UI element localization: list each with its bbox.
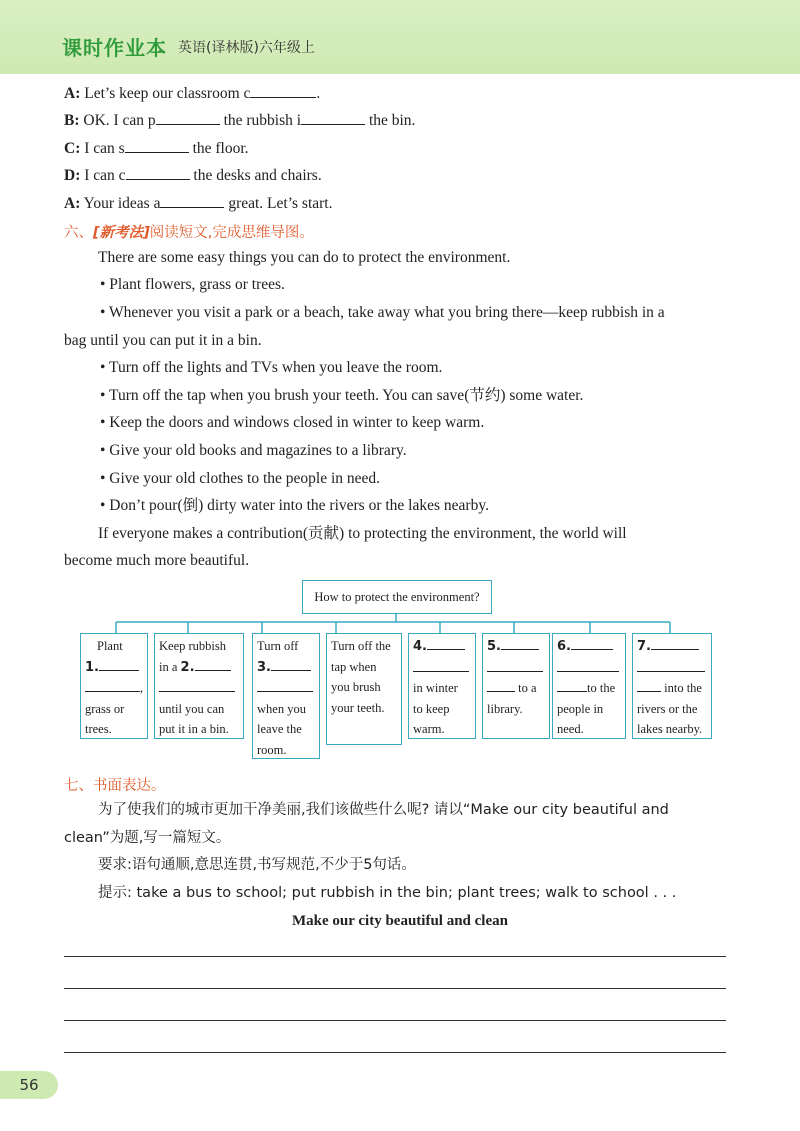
- passage-bullet: • Don’t pour(倒) dirty water into the rivers or the lakes nearby.: [100, 497, 489, 514]
- answer-blank[interactable]: [271, 657, 311, 671]
- answer-blank[interactable]: [501, 636, 539, 650]
- writing-line[interactable]: [64, 1020, 726, 1021]
- answer-blank[interactable]: [257, 678, 313, 692]
- answer-blank[interactable]: [571, 636, 613, 650]
- dialogue-line: B: OK. I can p the rubbish i the bin.: [64, 112, 416, 129]
- writing-line[interactable]: [64, 956, 726, 957]
- mindmap-box-2: Keep rubbish in a 2. until you can put it in a bin.: [154, 633, 244, 739]
- passage-bullet: • Turn off the tap when you brush your teeth. You can save(节约) some water.: [100, 387, 584, 404]
- mindmap-box-3: Turn off 3. when you leave the room.: [252, 633, 320, 759]
- section-6-title: 六、[新考法]阅读短文,完成思维导图。: [64, 225, 314, 241]
- answer-blank[interactable]: [637, 678, 661, 692]
- answer-blank[interactable]: [557, 678, 587, 692]
- answer-blank[interactable]: [413, 658, 469, 672]
- dialogue-line: A: Your ideas a great. Let’s start.: [64, 195, 333, 212]
- mindmap-box-1: Plant 1. , grass or trees.: [80, 633, 148, 739]
- page-number: 56: [0, 1071, 58, 1099]
- dialogue-line: C: I can s the floor.: [64, 140, 249, 157]
- section-7-title: 七、书面表达。: [64, 778, 166, 794]
- answer-blank[interactable]: [487, 678, 515, 692]
- passage-closing: If everyone makes a contribution(贡献) to protecting the environment, the world will: [98, 525, 627, 542]
- book-brand: 课时作业本: [62, 36, 167, 60]
- answer-blank[interactable]: [99, 657, 139, 671]
- passage-bullet: • Give your old clothes to the people in need.: [100, 470, 381, 487]
- answer-blank[interactable]: [159, 678, 235, 692]
- mindmap-box-4: Turn off the tap when you brush your teeth.: [326, 633, 402, 745]
- passage-bullet: • Whenever you visit a park or a beach, take away what you bring there—keep rubbish in a: [100, 304, 665, 321]
- answer-blank[interactable]: [85, 678, 140, 692]
- new-format-tag: [新考法]: [93, 225, 150, 241]
- answer-blank[interactable]: [195, 657, 231, 671]
- book-subject: 英语(译林版)六年级上: [178, 40, 315, 56]
- essay-title: Make our city beautiful and clean: [292, 913, 508, 929]
- passage-bullet: • Give your old books and magazines to a library.: [100, 442, 407, 459]
- answer-blank[interactable]: [637, 658, 705, 672]
- writing-line[interactable]: [64, 1052, 726, 1053]
- passage-bullet: bag until you can put it in a bin.: [64, 332, 262, 349]
- mindmap-box-7: 6. to the people in need.: [552, 633, 626, 739]
- passage-bullet: • Keep the doors and windows closed in winter to keep warm.: [100, 414, 485, 431]
- writing-requirement: 要求:语句通顺,意思连贯,书写规范,不少于5句话。: [98, 857, 416, 873]
- writing-line[interactable]: [64, 988, 726, 989]
- answer-blank[interactable]: [557, 658, 619, 672]
- answer-blank[interactable]: [651, 636, 699, 650]
- mindmap-box-6: 5. to a library.: [482, 633, 550, 739]
- mindmap-root: How to protect the environment?: [302, 580, 492, 614]
- writing-hint: 提示: take a bus to school; put rubbish in the bin; plant trees; walk to school . . .: [98, 885, 677, 901]
- writing-prompt: clean”为题,写一篇短文。: [64, 830, 231, 846]
- mindmap-box-5: 4. in winter to keep warm.: [408, 633, 476, 739]
- passage-bullet: • Plant flowers, grass or trees.: [100, 276, 285, 293]
- answer-blank[interactable]: [487, 658, 543, 672]
- answer-blank[interactable]: [427, 636, 465, 650]
- passage-intro: There are some easy things you can do to protect the environment.: [98, 249, 511, 266]
- mindmap-box-8: 7. into the rivers or the lakes nearby.: [632, 633, 712, 739]
- passage-bullet: • Turn off the lights and TVs when you leave the room.: [100, 359, 443, 376]
- dialogue-line: A: Let’s keep our classroom c .: [64, 85, 321, 102]
- dialogue-line: D: I can c the desks and chairs.: [64, 167, 322, 184]
- writing-prompt: 为了使我们的城市更加干净美丽,我们该做些什么呢? 请以“Make our city beautiful and: [98, 802, 669, 818]
- passage-closing: become much more beautiful.: [64, 552, 250, 569]
